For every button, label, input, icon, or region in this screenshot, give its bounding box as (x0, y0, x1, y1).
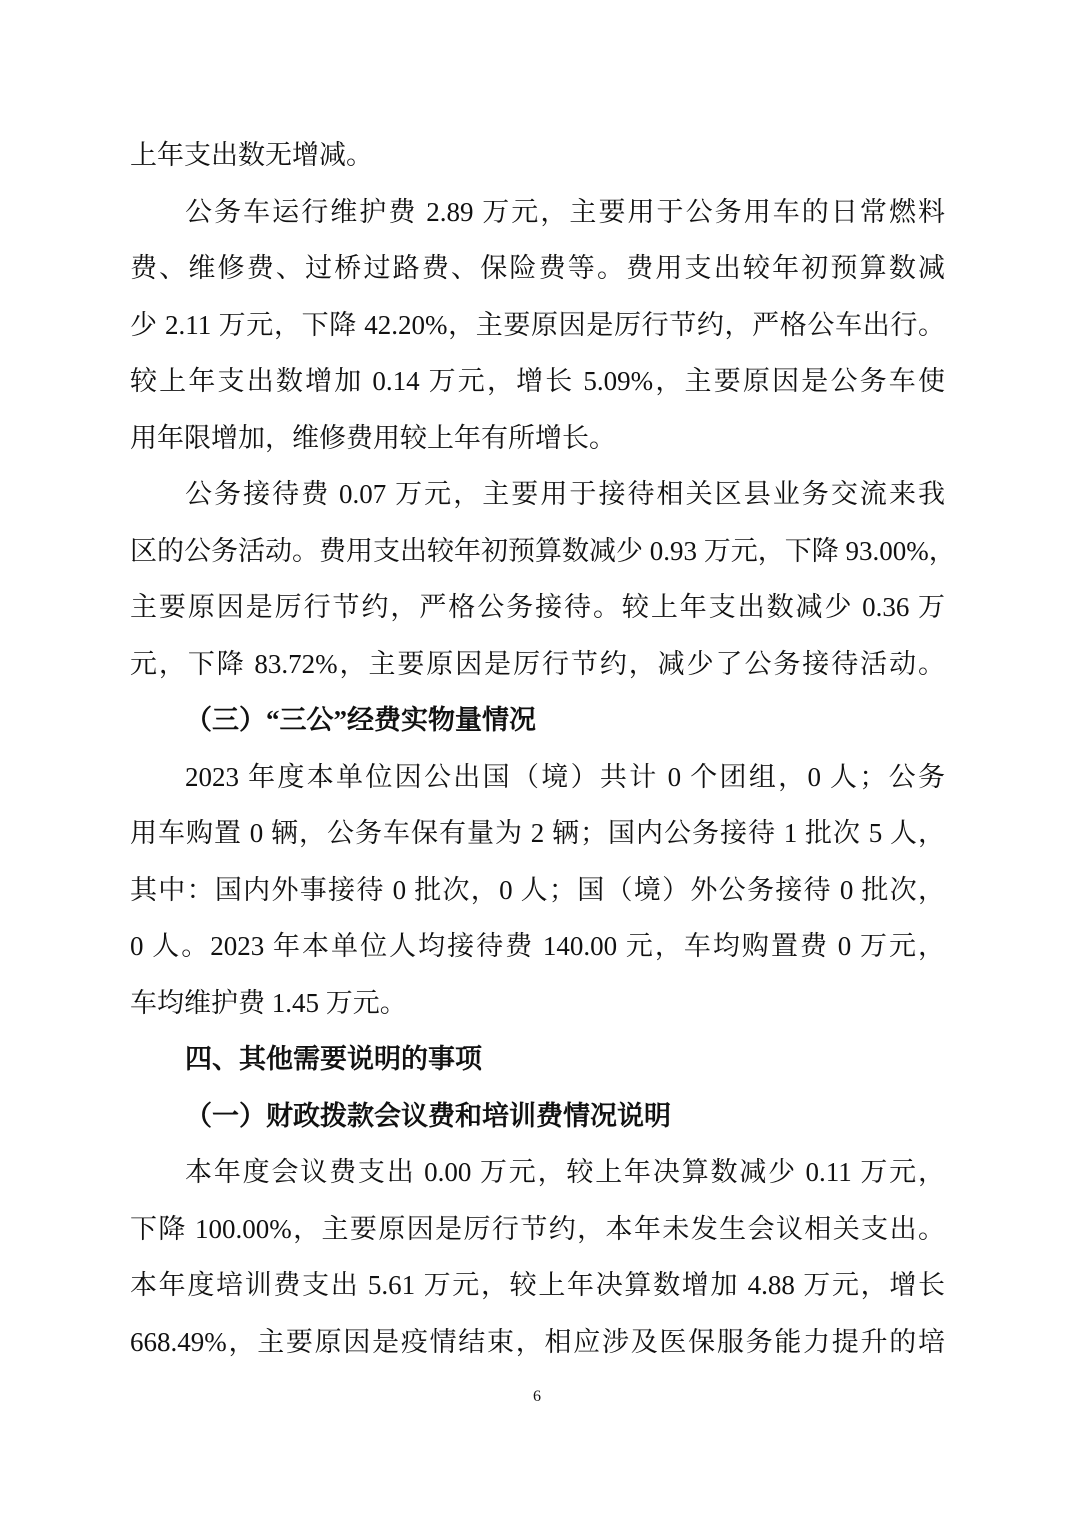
text-line: 车均维护费 1.45 万元。 (130, 987, 407, 1018)
text-line: 下降 100.00%，主要原因是厉行节约，本年未发生会议相关支出。 (130, 1213, 945, 1244)
text-line: 本年度会议费支出 0.00 万元，较上年决算数减少 0.11 万元， (185, 1157, 945, 1187)
text-line: 668.49%，主要原因是疫情结束，相应涉及医保服务能力提升的培 (130, 1326, 945, 1357)
page-number: 6 (533, 1388, 541, 1405)
text-line: 用车购置 0 辆，公务车保有量为 2 辆；国内公务接待 1 批次 5 人， (130, 818, 945, 848)
section-heading: （一）财政拨款会议费和培训费情况说明 (185, 1100, 671, 1131)
text-line: 本年度培训费支出 5.61 万元，较上年决算数增加 4.88 万元，增长 (130, 1270, 945, 1300)
text-line: 费、维修费、过桥过路费、保险费等。费用支出较年初预算数减 (130, 253, 945, 283)
text-line: 少 2.11 万元，下降 42.20%，主要原因是厉行节约，严格公车出行。 (130, 309, 945, 340)
section-heading: 四、其他需要说明的事项 (185, 1044, 482, 1074)
text-line: 0 人。2023 年本单位人均接待费 140.00 元，车均购置费 0 万元， (130, 931, 945, 961)
text-line: 公务车运行维护费 2.89 万元，主要用于公务用车的日常燃料 (185, 196, 945, 227)
text-line: 其中：国内外事接待 0 批次，0 人；国（境）外公务接待 0 批次， (130, 874, 945, 905)
text-line: 2023 年度本单位因公出国（境）共计 0 个团组，0 人；公务 (185, 761, 945, 792)
text-line: 元，下降 83.72%，主要原因是厉行节约，减少了公务接待活动。 (130, 648, 945, 679)
text-line: 区的公务活动。费用支出较年初预算数减少 0.93 万元，下降 93.00%， (130, 535, 956, 566)
text-line: 公务接待费 0.07 万元，主要用于接待相关区县业务交流来我 (185, 479, 945, 509)
text-line: 主要原因是厉行节约，严格公务接待。较上年支出数减少 0.36 万 (130, 592, 945, 622)
text-line: 较上年支出数增加 0.14 万元，增长 5.09%，主要原因是公务车使 (130, 366, 945, 396)
section-heading: （三）“三公”经费实物量情况 (185, 705, 536, 735)
text-line: 用年限增加，维修费用较上年有所增长。 (130, 422, 616, 453)
text-line: 上年支出数无增减。 (130, 140, 373, 170)
